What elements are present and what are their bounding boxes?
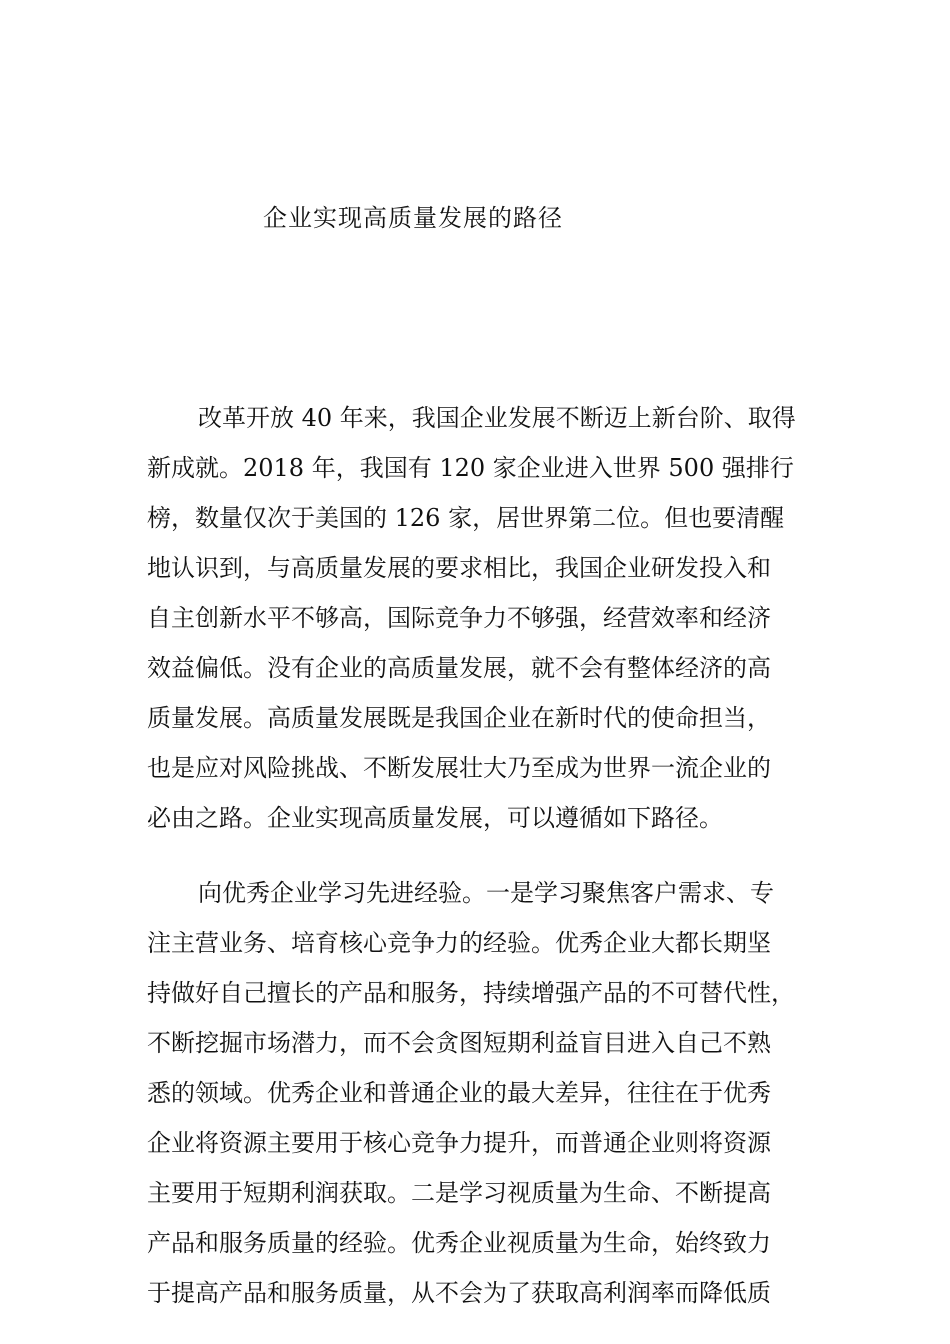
paragraph-line: 注主营业务、培育核心竞争力的经验。优秀企业大都长期坚 [147,929,771,957]
paragraph-line: 悉的领域。优秀企业和普通企业的最大差异，往往在于优秀 [147,1079,771,1107]
paragraph-line: 企业将资源主要用于核心竞争力提升，而普通企业则将资源 [147,1129,771,1157]
document-title: 企业实现高质量发展的路径 [263,204,563,232]
paragraph-line: 产品和服务质量的经验。优秀企业视质量为生命，始终致力 [147,1229,771,1257]
paragraph-line: 必由之路。企业实现高质量发展，可以遵循如下路径。 [147,804,723,832]
paragraph-2 [147,868,837,1318]
paragraph-line: 地认识到，与高质量发展的要求相比，我国企业研发投入和 [147,554,771,582]
paragraph-line: 主要用于短期利润获取。二是学习视质量为生命、不断提高 [147,1179,771,1207]
paragraph-line: 于提高产品和服务质量，从不会为了获取高利润率而降低质 [147,1279,771,1307]
paragraph-line: 持做好自己擅长的产品和服务，持续增强产品的不可替代性， [147,979,795,1007]
paragraph-line: 也是应对风险挑战、不断发展壮大乃至成为世界一流企业的 [147,754,771,782]
paragraph-line: 改革开放 40 年来，我国企业发展不断迈上新台阶、取得 [198,404,796,432]
paragraph-line: 效益偏低。没有企业的高质量发展，就不会有整体经济的高 [147,654,771,682]
paragraph-line: 自主创新水平不够高，国际竞争力不够强，经营效率和经济 [147,604,771,632]
paragraph-line: 新成就。2018 年，我国有 120 家企业进入世界 500 强排行 [147,454,794,482]
paragraph-line: 榜，数量仅次于美国的 126 家，居世界第二位。但也要清醒 [147,504,785,532]
paragraph-line: 质量发展。高质量发展既是我国企业在新时代的使命担当， [147,704,771,732]
paragraph-line: 向优秀企业学习先进经验。一是学习聚焦客户需求、专 [198,879,774,907]
paragraph-1 [147,393,837,843]
paragraph-line: 不断挖掘市场潜力，而不会贪图短期利益盲目进入自己不熟 [147,1029,771,1057]
